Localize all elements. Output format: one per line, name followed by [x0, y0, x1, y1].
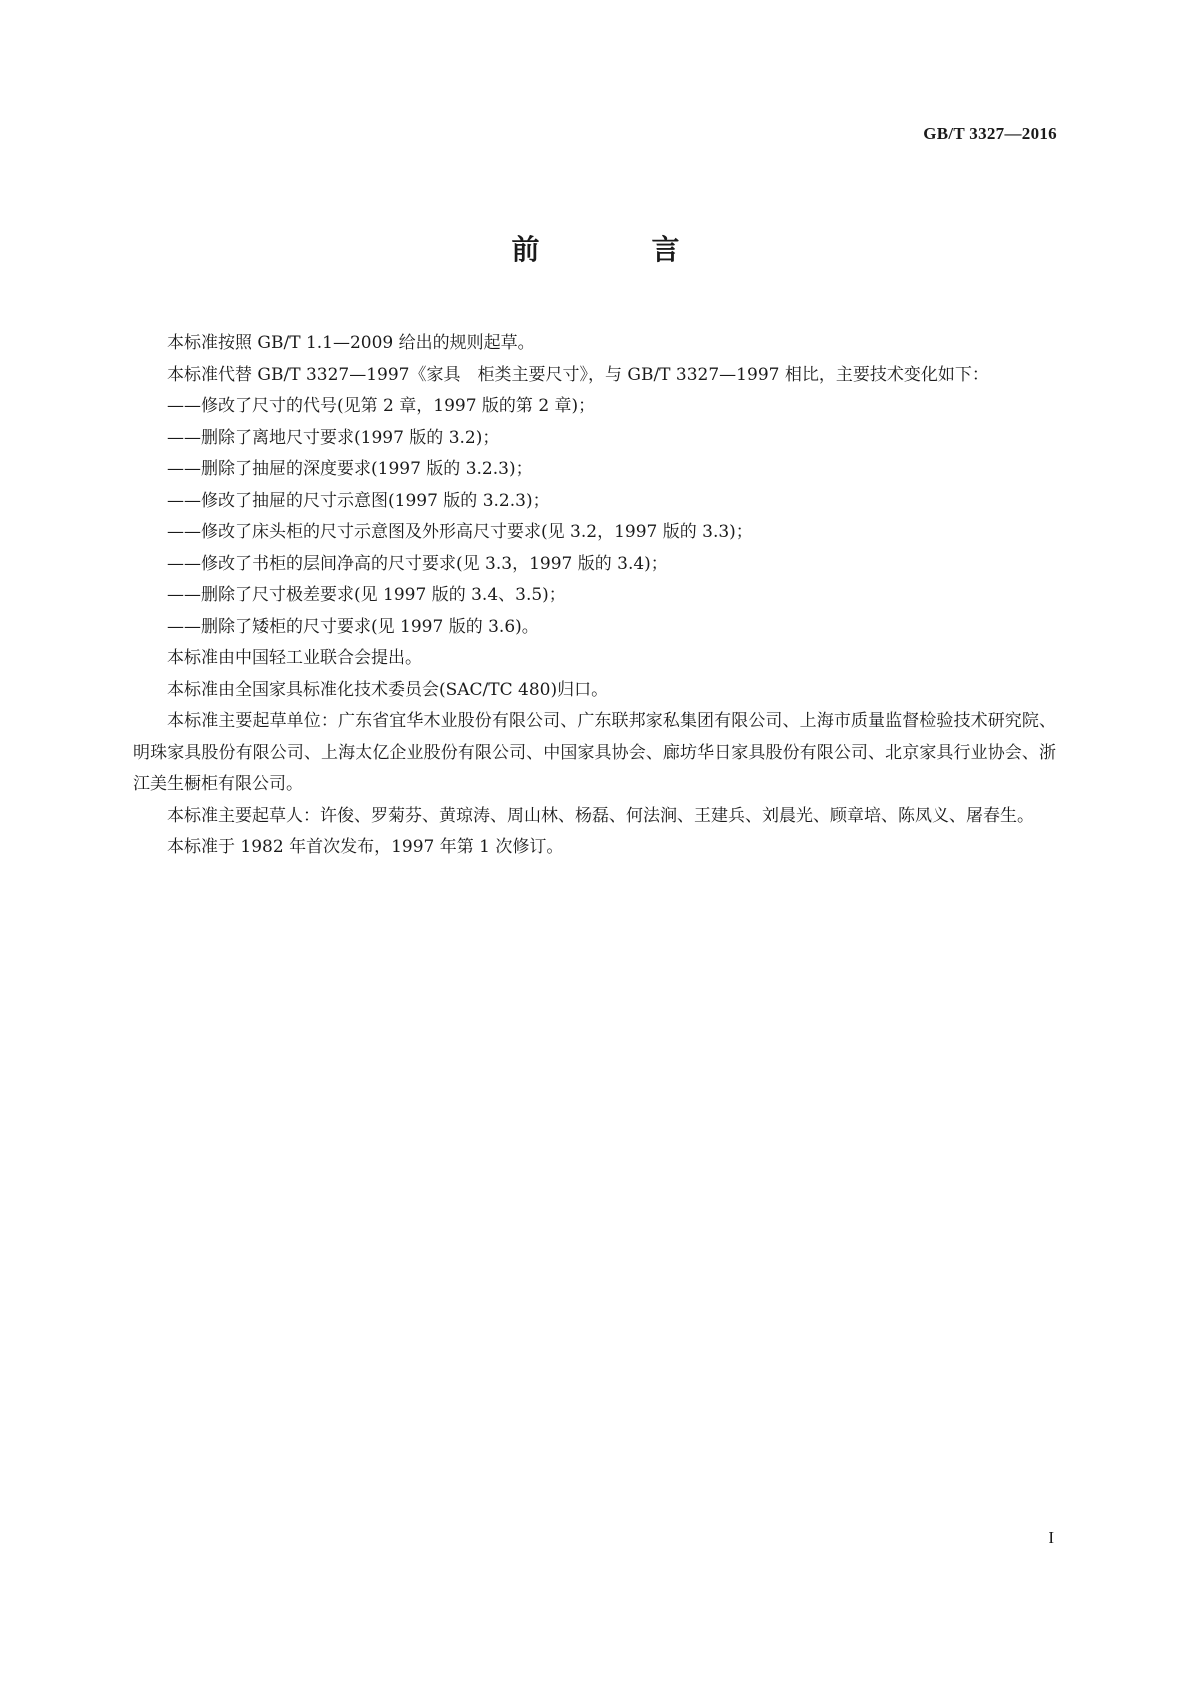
change-item: ——修改了书柜的层间净高的尺寸要求(见 3.3，1997 版的 3.4)； — [167, 553, 668, 574]
change-item: ——删除了矮柜的尺寸要求(见 1997 版的 3.6)。 — [167, 616, 539, 637]
change-item: ——修改了床头柜的尺寸示意图及外形高尺寸要求(见 3.2，1997 版的 3.3)； — [167, 522, 753, 542]
change-item: ——删除了离地尺寸要求(1997 版的 3.2)； — [167, 427, 500, 448]
paragraph-committee: 本标准由全国家具标准化技术委员会(SAC/TC 480)归口。 — [167, 679, 609, 700]
paragraph-history: 本标准于 1982 年首次发布，1997 年第 1 次修订。 — [167, 837, 564, 857]
standard-code-header: GB/T 3327—2016 — [923, 124, 1057, 143]
paragraph-replacement: 本标准代替 GB/T 3327—1997《家具 柜类主要尺寸》，与 GB/T 3327—1997 相比，主要技术变化如下： — [167, 364, 989, 385]
page-title: 前 言 — [511, 233, 722, 266]
change-item: ——修改了抽屉的尺寸示意图(1997 版的 3.2.3)； — [167, 490, 550, 511]
document-body — [133, 328, 1056, 864]
change-item: ——删除了尺寸极差要求(见 1997 版的 3.4、3.5)； — [167, 585, 566, 605]
paragraph-drafting-rules: 本标准按照 GB/T 1.1—2009 给出的规则起草。 — [167, 333, 535, 353]
change-item: ——删除了抽屉的深度要求(1997 版的 3.2.3)； — [167, 459, 533, 479]
page-number: I — [1048, 1528, 1054, 1547]
change-item: ——修改了尺寸的代号(见第 2 章，1997 版的第 2 章)； — [167, 396, 596, 416]
paragraph-proposer: 本标准由中国轻工业联合会提出。 — [167, 648, 422, 668]
paragraph-drafters: 本标准主要起草人：许俊、罗菊芬、黄琼涛、周山林、杨磊、何法涧、王建兵、刘晨光、顾章培、陈凤义、屠春生。 — [167, 805, 1034, 826]
paragraph-drafting-units: 本标准主要起草单位：广东省宜华木业股份有限公司、广东联邦家私集团有限公司、上海市质量监督检验技术研究院、明珠家具股份有限公司、上海太亿企业股份有限公司、中国家具协会、廊坊华日家具股份有限公司、北京家具行业协会、浙江美生橱柜有限公司。 — [133, 711, 1056, 794]
